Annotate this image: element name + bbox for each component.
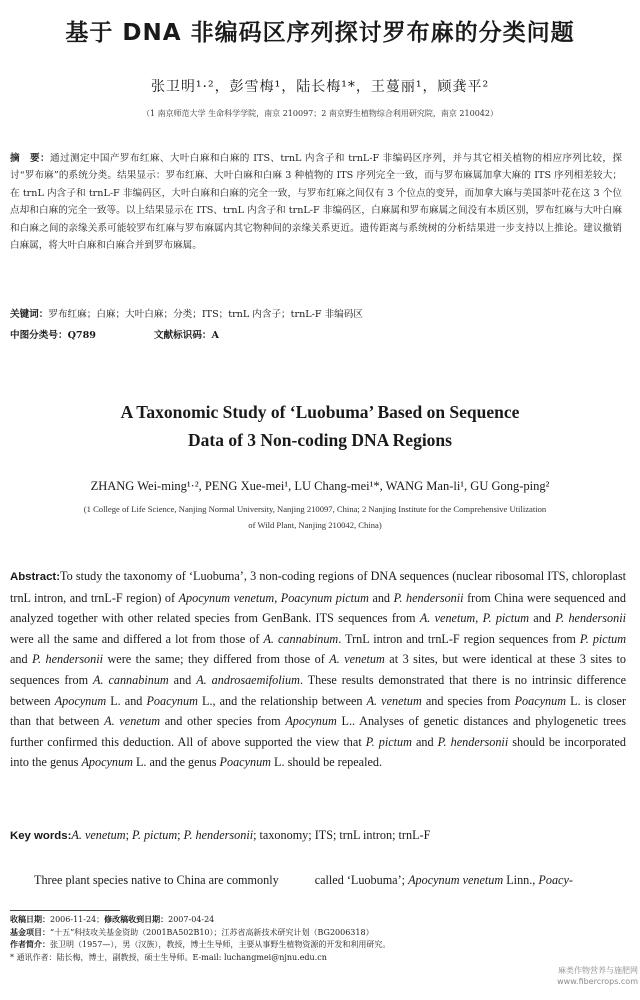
- watermark-line-1: 麻类作物营养与施肥网: [558, 966, 638, 975]
- classification-line: [10, 329, 622, 343]
- chinese-title: 基于 DNA 非编码区序列探讨罗布麻的分类问题: [65, 20, 575, 46]
- english-abstract: Abstract:To study the taxonomy of ‘Luobuma’, 3 non-coding regions of DNA sequences (nuclear ribosomal ITS, chloroplast trnL intron, and trnL-F region) of Apocynum venetum, Poacynum pictum and P. hendersonii from China were sequenced and analyzed together with other related species from GenBank. ITS sequences from A. venetum, P. pictum and P. hendersonii were all the same and differed a lot from those of A. cannabinum. TrnL intron and trnL-F region sequences from P. pictum and P. hendersonii were the same; they differed from those of A. venetum at 3 sites, but were identical at these 3 sites to sequences from A. cannabinum and A. androsaemifolium. These results demonstrated that there is no intrinsic difference between Apocynum L. and Poacynum L., and the relationship between A. venetum and species from Poacynum L. is closer than that between A. venetum and other species from Apocynum L.. Analyses of genetic distances and phylogenetic trees further confirmed this deduction. All of above supported the view that P. pictum and P. hendersonii should be incorporated into the genus Apocynum L. and the genus Poacynum L. should be repealed.: [10, 569, 627, 770]
- english-affiliation-line-1: (1 College of Life Science, Nanjing Normal University, Nanjing 210097, China; 2 Nanjing Institute for the Comprehensive Utilization: [83, 504, 547, 514]
- english-keywords: Key words:A. venetum; P. pictum; P. hendersonii; taxonomy; ITS; trnL intron; trnL-F: [10, 828, 431, 842]
- chinese-authors: 张卫明¹·²，彭雪梅¹，陆长梅¹*，王蔓丽¹，顾龚平²: [150, 79, 490, 95]
- chinese-abstract: [10, 150, 622, 254]
- chinese-keywords: [10, 308, 622, 322]
- footnotes: [10, 914, 510, 964]
- english-title: [0, 398, 640, 454]
- english-abstract-label: Abstract:: [10, 571, 61, 583]
- footnote-fund: 基金项目：“十五”科技攻关基金资助（2001BA502B10）；江苏省高新技术研究计划（BG2006318）: [10, 927, 374, 937]
- chinese-keywords-text: 罗布红麻；白麻；大叶白麻；分类；ITS；trnL 内含子；trnL-F 非编码区: [48, 309, 363, 320]
- footnote-correspondence: * 通讯作者：陆长梅，博士，副教授，硕士生导师。E-mail: luchangmei@njnu.edu.cn: [10, 952, 327, 962]
- document-code: 文献标识码：A: [153, 330, 219, 341]
- english-affiliation: [10, 501, 620, 533]
- clc-number: 中图分类号：Q789: [10, 330, 96, 341]
- footnote-author: 作者简介：张卫明（1957—），男（汉族），教授，博士生导师，主要从事野生植物资源的开发和利用研究。: [10, 940, 391, 950]
- chinese-abstract-text: 通过测定中国产罗布红麻、大叶白麻和白麻的 ITS、trnL 内含子和 trnL-F 非编码区序列，并与其它相关植物的相应序列比较，探讨“罗布麻”的系统分类。结果显示：罗布红麻、大叶白麻和白麻 3 种植物的 ITS 序列完全一致，而与罗布麻属加拿大麻的 ITS 序列相差较大；在 trnL 内含子和 trnL-F 非编码区，大叶白麻和白麻的完全一致，与罗布红麻之间仅有 3 个位点的变异，而加拿大麻与美国茶叶花在这 3 个位点却和白麻的完全一致等。以上结果显示在 ITS、trnL 内含子和 trnL-F 非编码区，白麻属和罗布麻属之间没有本质区别，罗布红麻与大叶白麻和白麻之间的亲缘关系可能较罗布红麻与罗布麻属内其它物种间的亲缘关系更近。遗传距离与系统树的分析结果进一步支持以上推论。建议撤销白麻属，将大叶白麻和白麻合并到罗布麻属。: [10, 153, 622, 252]
- english-title-line-2: Data of 3 Non-coding DNA Regions: [188, 430, 452, 450]
- chinese-affiliation: （1 南京师范大学 生命科学学院，南京 210097；2 南京野生植物综合利用研究院，南京 210042）: [142, 109, 498, 118]
- body-first-line: Three plant species native to China are commonly called ‘Luobuma’; Apocynum venetum Linn., Poacy-: [34, 873, 573, 887]
- english-keywords-label: Key words:: [10, 830, 72, 842]
- english-affiliation-line-2: of Wild Plant, Nanjing 210042, China): [248, 520, 382, 530]
- chinese-abstract-label: 摘 要：: [10, 153, 50, 164]
- site-watermark: [516, 965, 638, 987]
- english-authors: ZHANG Wei-ming¹·², PENG Xue-mei¹, LU Chang-mei¹*, WANG Man-li¹, GU Gong-ping²: [90, 479, 550, 493]
- english-title-line-1: A Taxonomic Study of ‘Luobuma’ Based on Sequence: [120, 402, 520, 422]
- chinese-keywords-label: 关键词：: [10, 309, 49, 320]
- watermark-line-2: www.fibercrops.com: [557, 977, 638, 986]
- footnote-divider: [10, 910, 120, 911]
- footnote-dates: 收稿日期：2006-11-24；修改稿收到日期：2007-04-24: [10, 915, 215, 924]
